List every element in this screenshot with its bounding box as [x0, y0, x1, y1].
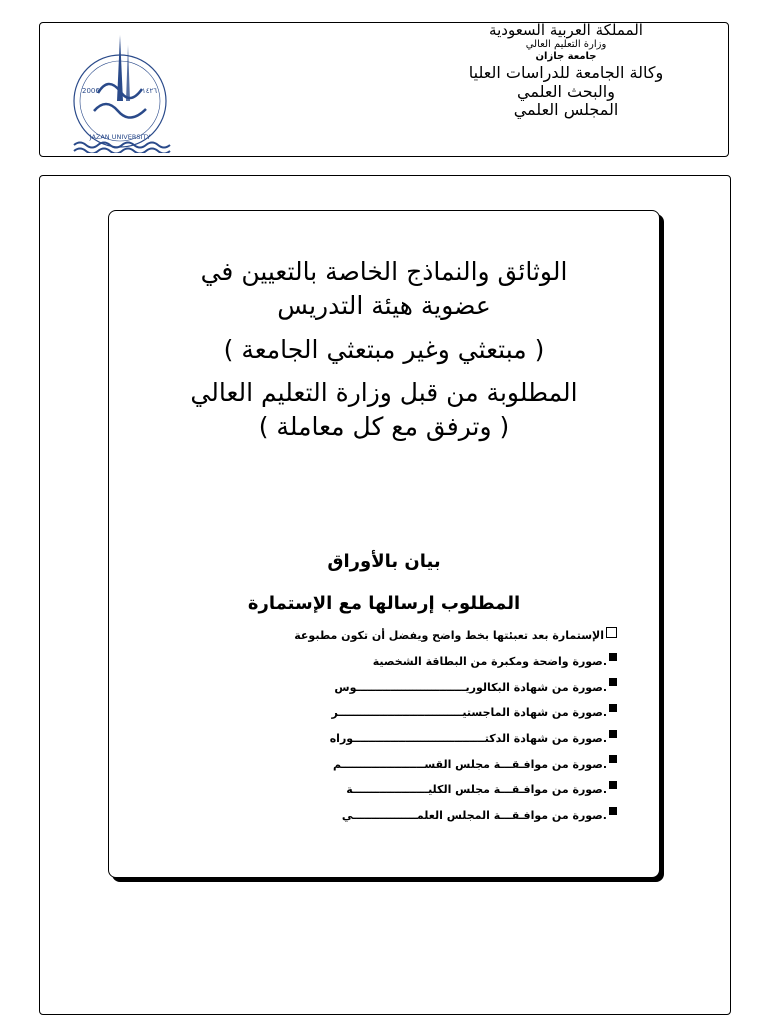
- jazan-university-logo: [68, 31, 172, 153]
- logo-name-en: JAZAN UNIVERSITY: [89, 133, 151, 141]
- logo-year-left: 2006: [82, 87, 100, 95]
- square-bullet-icon: [609, 678, 617, 686]
- list-item: .صورة من شهادة البكالوريـــــــــــــــــــــــــــــوس: [197, 674, 617, 700]
- ministry-name: وزارة التعليم العالي: [525, 39, 607, 51]
- letterhead-text: [416, 23, 716, 119]
- title-line-4: المطلوبة من قبل وزارة التعليم العالي: [190, 378, 578, 408]
- letterhead: [39, 22, 729, 157]
- title-line-3: ( مبتعثي وغير مبتعثي الجامعة ): [223, 334, 545, 364]
- title-line-1: الوثائق والنماذج الخاصة بالتعيين في: [200, 257, 568, 286]
- list-item: .صورة من شهادة الدكتـــــــــــــــــــــــــــــــــــوراه: [197, 726, 617, 752]
- required-heading: المطلوب إرسالها مع الإستمارة: [247, 593, 521, 614]
- required-documents-list: [197, 623, 617, 829]
- kingdom-name: المملكة العربية السعودية: [489, 21, 643, 39]
- title-line-5: ( وترفق مع كل معاملة ): [258, 412, 510, 441]
- square-bullet-icon: [609, 755, 617, 763]
- square-bullet-icon: [609, 704, 617, 712]
- council-name: المجلس العلمي: [513, 100, 619, 120]
- logo-year-right: ١٤٢٦: [142, 87, 158, 95]
- list-item: الإستمارة بعد تعبئتها بخط واضح ويفضل أن تكون مطبوعة: [197, 623, 617, 649]
- title-line-2: عضوية هيئة التدريس: [277, 290, 491, 320]
- checkbox-icon: [606, 627, 617, 638]
- list-item: .صورة من موافـقـــة مجلس القســــــــــــــــــــــم: [197, 751, 617, 777]
- list-item: .صورة واضحة ومكبرة من البطاقة الشخصية: [197, 649, 617, 675]
- square-bullet-icon: [609, 730, 617, 738]
- statement-heading: بيان بالأوراق: [327, 551, 441, 572]
- list-item: .صورة من موافـقـــة المجلس العلمـــــــــــــــــي: [197, 803, 617, 829]
- university-name: جامعة جازان: [535, 50, 597, 62]
- document-title: [109, 255, 659, 444]
- documents-card: [108, 210, 660, 878]
- square-bullet-icon: [609, 653, 617, 661]
- agency-name: وكالة الجامعة للدراسات العليا: [468, 63, 664, 83]
- research-name: والبحث العلمي: [517, 81, 615, 101]
- list-item: .صورة من موافـقـــة مجلس الكليــــــــــــــــــــة: [197, 777, 617, 803]
- square-bullet-icon: [609, 781, 617, 789]
- square-bullet-icon: [609, 807, 617, 815]
- list-item: .صورة من شهادة الماجستيـــــــــــــــــــــــــــــــــر: [197, 700, 617, 726]
